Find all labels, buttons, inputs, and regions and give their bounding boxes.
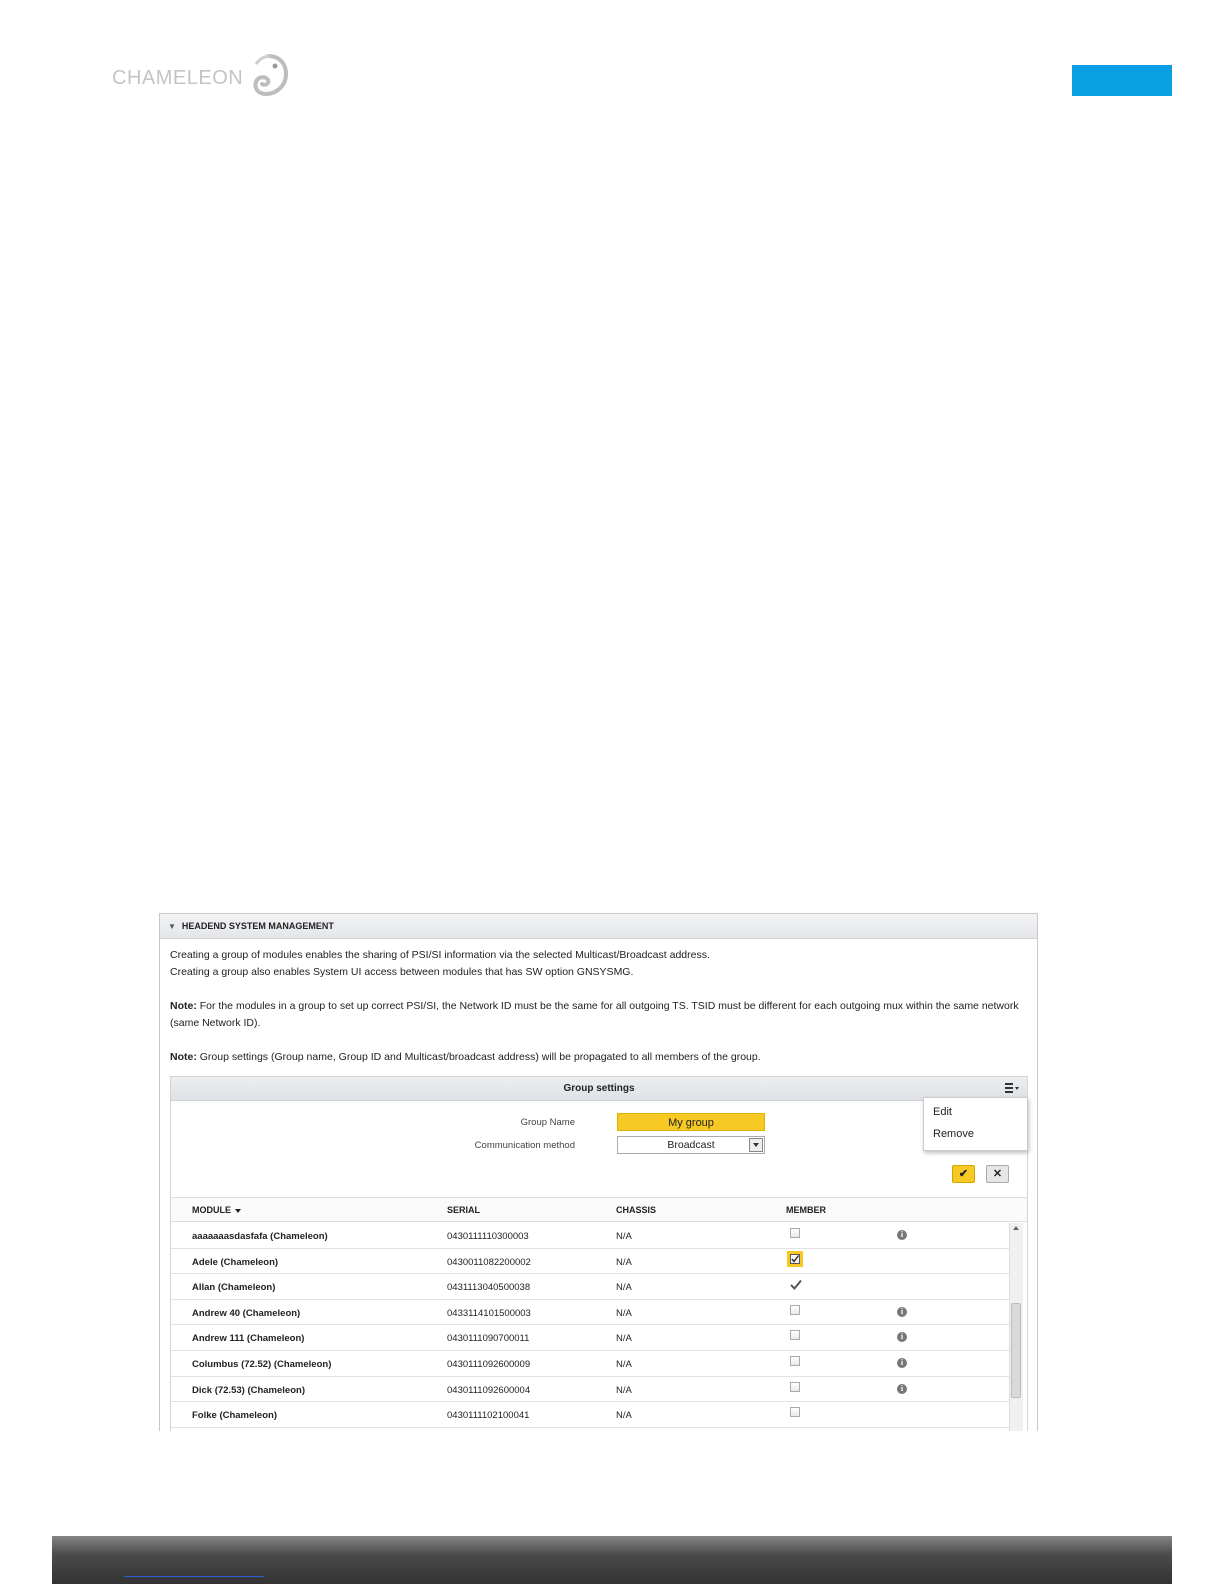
- column-header-serial[interactable]: SERIAL: [447, 1205, 481, 1215]
- member-checkbox[interactable]: [790, 1228, 801, 1239]
- table-row[interactable]: [171, 1325, 1011, 1351]
- table-row[interactable]: [171, 1223, 1011, 1249]
- module-serial: 0430111102100041: [447, 1410, 530, 1422]
- communication-method-value: Broadcast: [667, 1139, 715, 1151]
- modules-table-body: [171, 1223, 1011, 1431]
- module-serial: 0430111110300003: [447, 1231, 529, 1242]
- chameleon-logo: [112, 54, 292, 102]
- module-chassis: N/A: [616, 1333, 632, 1345]
- description-line-1: Creating a group of modules enables the sharing of PSI/SI information via the selected Multicast/Broadcast address.: [170, 949, 710, 961]
- table-scrollbar[interactable]: [1009, 1223, 1023, 1431]
- panel-description: [170, 947, 1030, 1066]
- panel-header[interactable]: [160, 914, 1037, 939]
- module-serial: 0430111092600009: [447, 1358, 531, 1370]
- module-serial: 0430111092600004: [447, 1384, 531, 1396]
- module-serial: 0430011082200002: [447, 1256, 531, 1268]
- module-serial: 0433114101500003: [447, 1307, 531, 1319]
- table-row[interactable]: [171, 1274, 1011, 1300]
- table-row[interactable]: [171, 1402, 1011, 1428]
- module-name: Allan (Chameleon): [192, 1282, 276, 1294]
- table-row[interactable]: [171, 1351, 1011, 1377]
- scrollbar-thumb[interactable]: [1011, 1303, 1021, 1398]
- chevron-down-icon[interactable]: [749, 1138, 763, 1152]
- group-settings-header: [171, 1077, 1027, 1101]
- menu-item-edit[interactable]: Edit: [933, 1106, 952, 1118]
- member-checkbox[interactable]: [790, 1407, 801, 1418]
- page-footer: [52, 1536, 1172, 1584]
- column-header-member[interactable]: MEMBER: [786, 1205, 826, 1215]
- description-line-2: Creating a group also enables System UI access between modules that has SW option GNSYSMG.: [170, 966, 634, 978]
- communication-method-label: Communication method: [474, 1140, 575, 1151]
- member-checkbox[interactable]: [790, 1330, 801, 1341]
- group-settings-box: [170, 1076, 1028, 1431]
- module-name: Columbus (72.52) (Chameleon): [192, 1358, 332, 1370]
- table-row[interactable]: [171, 1249, 1011, 1275]
- member-checkbox[interactable]: [790, 1382, 801, 1393]
- module-chassis: N/A: [616, 1410, 632, 1422]
- menu-icon[interactable]: [1005, 1083, 1019, 1094]
- group-actions-menu: [923, 1097, 1028, 1151]
- communication-method-select[interactable]: [617, 1136, 765, 1154]
- note-psi-si: Note: For the modules in a group to set up correct PSI/SI, the Network ID must be the same for all outgoing TS. TSID must be different for each outgoing mux within the same network (same Network ID).: [170, 1000, 1019, 1029]
- collapse-triangle-icon[interactable]: ▼: [168, 922, 176, 931]
- module-serial: 0431113040500038: [447, 1282, 531, 1294]
- info-icon[interactable]: i: [897, 1332, 907, 1342]
- module-chassis: N/A: [616, 1358, 632, 1370]
- module-chassis: N/A: [616, 1384, 632, 1396]
- module-name: Dick (72.53) (Chameleon): [192, 1384, 305, 1396]
- info-icon[interactable]: i: [897, 1307, 907, 1317]
- table-row[interactable]: [171, 1300, 1011, 1326]
- module-name: aaaaaaasdasfafa (Chameleon): [192, 1231, 328, 1242]
- member-checkbox[interactable]: [790, 1254, 801, 1265]
- group-name-label: Group Name: [520, 1117, 575, 1128]
- panel-title: HEADEND SYSTEM MANAGEMENT: [181, 921, 334, 931]
- column-header-chassis[interactable]: CHASSIS: [616, 1205, 657, 1215]
- chameleon-logo-icon: [248, 54, 288, 98]
- module-chassis: N/A: [616, 1307, 632, 1319]
- footer-link[interactable]: [124, 1576, 264, 1577]
- header-accent-bar: [1072, 65, 1172, 96]
- module-name: Andrew 40 (Chameleon): [192, 1307, 301, 1319]
- group-settings-title: Group settings: [563, 1083, 635, 1094]
- logo-text: CHAMELEON: [112, 67, 244, 89]
- module-name: Adele (Chameleon): [192, 1256, 279, 1268]
- table-header: [171, 1197, 1027, 1222]
- module-chassis: N/A: [616, 1231, 632, 1242]
- headend-system-management-panel: [159, 913, 1038, 1431]
- apply-button[interactable]: ✔: [952, 1165, 975, 1183]
- module-serial: 0430111090700011: [447, 1333, 530, 1345]
- module-chassis: N/A: [616, 1256, 632, 1268]
- cancel-button[interactable]: ✕: [986, 1165, 1009, 1183]
- info-icon[interactable]: i: [897, 1358, 907, 1368]
- info-icon[interactable]: i: [897, 1384, 907, 1394]
- sort-desc-icon: [235, 1209, 241, 1213]
- column-header-module[interactable]: MODULE: [192, 1205, 241, 1215]
- member-checkbox[interactable]: [790, 1356, 801, 1367]
- info-icon[interactable]: i: [897, 1230, 907, 1240]
- menu-item-remove[interactable]: Remove: [933, 1128, 974, 1140]
- note-group-settings: Note: Group settings (Group name, Group ID and Multicast/broadcast address) will be propagated to all members of the group.: [170, 1051, 761, 1063]
- checkmark-icon: [790, 1279, 801, 1290]
- table-row[interactable]: [171, 1377, 1011, 1403]
- module-chassis: N/A: [616, 1282, 632, 1294]
- scroll-up-icon[interactable]: [1013, 1226, 1019, 1230]
- module-name: Andrew 111 (Chameleon): [192, 1333, 305, 1345]
- module-name: Folke (Chameleon): [192, 1410, 277, 1422]
- group-name-input[interactable]: My group: [617, 1113, 765, 1131]
- member-checkbox[interactable]: [790, 1305, 801, 1316]
